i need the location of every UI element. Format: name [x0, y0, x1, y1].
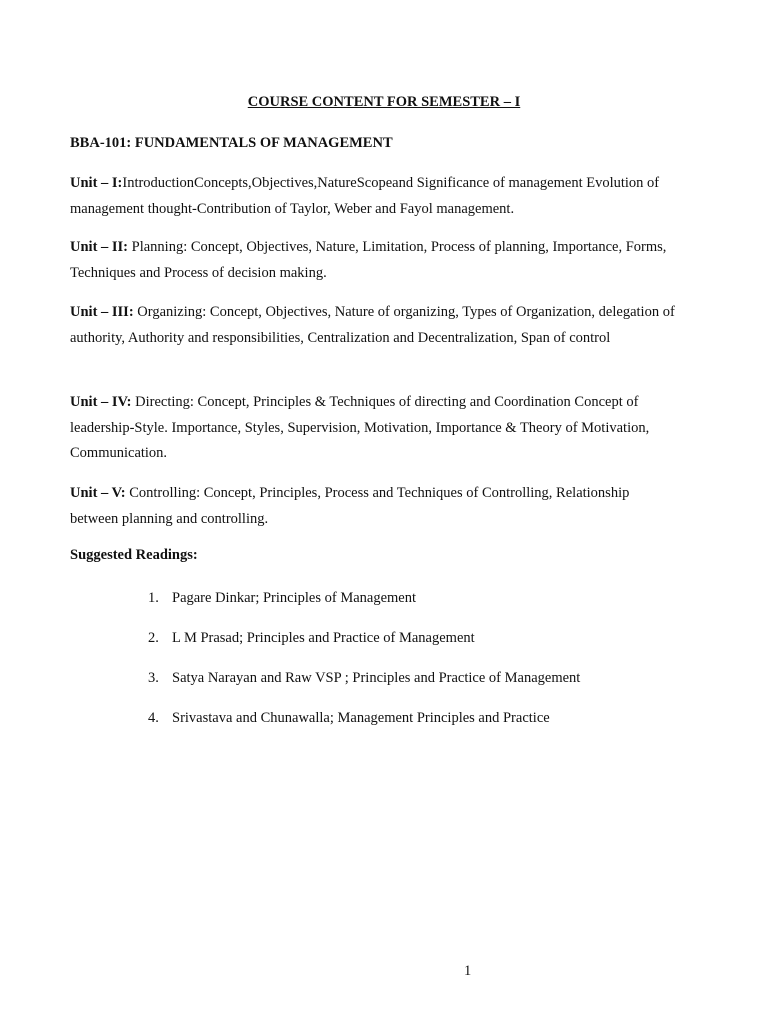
page-number: 1: [464, 963, 472, 979]
list-item: [148, 580, 580, 620]
unit-2-paragraph: [70, 235, 680, 286]
unit-1-paragraph: [70, 171, 690, 222]
unit-2-text: Planning: Concept, Objectives, Nature, Limitation, Process of planning, Importance, Forms, Techniques and Process of decision making.: [70, 239, 667, 281]
unit-5-paragraph: [70, 481, 680, 532]
course-title: BBA-101: FUNDAMENTALS OF MANAGEMENT: [70, 135, 393, 151]
unit-4-text: Directing: Concept, Principles & Techniques of directing and Coordination Concept of leadership-Style. Importance, Styles, Supervision, Motivation, Importance & Theory of Motivation, Communication.: [70, 394, 650, 461]
list-item-number: 2.: [148, 630, 159, 646]
list-item-number: 1.: [148, 590, 159, 606]
list-item: [148, 660, 580, 700]
list-item: [148, 700, 580, 740]
unit-3-text: Organizing: Concept, Objectives, Nature of organizing, Types of Organization, delegation of authority, Authority and responsibilities, Centralization and Decentralization, Span of control: [70, 304, 675, 346]
unit-5-text: Controlling: Concept, Principles, Process and Techniques of Controlling, Relationship between planning and controlling.: [70, 485, 630, 527]
suggested-readings-heading: Suggested Readings:: [70, 547, 198, 563]
unit-1-label: Unit – I:: [70, 175, 123, 191]
list-item: [148, 620, 580, 660]
unit-4-label: Unit – IV:: [70, 394, 132, 410]
unit-4-paragraph: [70, 390, 680, 467]
unit-5-label: Unit – V:: [70, 485, 126, 501]
list-item-text: Srivastava and Chunawalla; Management Principles and Practice: [172, 710, 550, 726]
unit-1-text: IntroductionConcepts,Objectives,NatureScopeand Significance of management Evolution of management thought-Contribution of Taylor, Weber and Fayol management.: [70, 175, 660, 217]
readings-list: [148, 580, 580, 740]
list-item-text: Satya Narayan and Raw VSP ; Principles and Practice of Management: [172, 670, 581, 686]
list-item-number: 3.: [148, 670, 159, 686]
list-item-text: Pagare Dinkar; Principles of Management: [172, 590, 417, 606]
unit-3-paragraph: [70, 300, 680, 351]
unit-2-label: Unit – II:: [70, 239, 129, 255]
list-item-number: 4.: [148, 710, 159, 726]
unit-3-label: Unit – III:: [70, 304, 134, 320]
page-title: COURSE CONTENT FOR SEMESTER – I: [247, 94, 521, 110]
list-item-text: L M Prasad; Principles and Practice of Management: [172, 630, 475, 646]
